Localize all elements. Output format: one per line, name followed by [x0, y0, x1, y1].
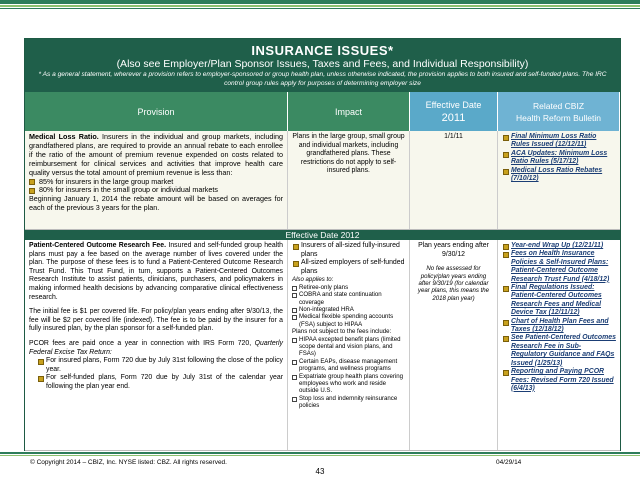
- list-item: HIPAA excepted benefit plans (limited scope dental and vision plans, and FSAs): [292, 336, 405, 358]
- list-item: Certain EAPs, disease management programs, and wellness programs: [292, 358, 405, 373]
- column-related-bulletin: Related CBIZ Health Reform Bulletin: [498, 92, 620, 131]
- provision-title: Medical Loss Ratio.: [29, 132, 99, 141]
- page-title: INSURANCE ISSUES*: [251, 43, 394, 58]
- related-bulletin-link[interactable]: Final Minimum Loss Ratio Rules Issued (12/12/11): [502, 133, 616, 150]
- column-headers: [25, 92, 620, 131]
- list-item: Stop loss and indemnity reinsurance policies: [292, 395, 405, 410]
- bottom-stripe-accent: [0, 455, 640, 456]
- related-bulletin-link[interactable]: Medical Loss Ratio Rebates (7/10/12): [502, 167, 616, 184]
- copyright: © Copyright 2014 – CBIZ, Inc. NYSE listed: CBZ. All rights reserved.: [30, 459, 227, 466]
- related-bulletin-link[interactable]: ACA Updates: Minimum Loss Ratio Rules (5/17/12): [502, 150, 616, 167]
- bullet-item: For self-funded plans, Form 720 due by July 31st of the calendar year following the plan year end.: [37, 374, 283, 391]
- bottom-stripe: [0, 452, 640, 454]
- list-item: Expatriate group health plans covering employees who work and reside outside U.S.: [292, 373, 405, 395]
- related-cell: [498, 240, 620, 450]
- related-bulletin-link[interactable]: Reporting and Paying PCOR Fees: Revised Form 720 Issued (6/4/13): [502, 368, 616, 393]
- footer-date: 04/29/14: [496, 459, 522, 466]
- bullet-item: 85% for insurers in the large group market: [29, 178, 283, 187]
- list-item: Medical flexible spending accounts (FSA) subject to HIPAA: [292, 313, 405, 328]
- table-row-medical-loss-ratio: [25, 131, 620, 230]
- page-subtitle: (Also see Employer/Plan Sponsor Issues, Taxes and Fees, and Individual Responsibility): [116, 58, 529, 70]
- effective-year: 2011: [441, 111, 466, 124]
- impact-cell: Plans in the large group, small group and individual markets, including grandfathered plans. These restrictions do not apply to self-insured plans.: [288, 131, 410, 229]
- provision-cell: Medical Loss Ratio. Insurers in the individual and group markets, including grandfathered plans, are required to provide an annual rebate to each enrollee if the ratio of the amount of premium revenue expended on costs related to reimbursement for clinical services and activities that improve health care quality versus the total amount of premium revenue is less than: 85% for insurers in the large group market 80% for insurers in the small group or individual markets Beginning January 1, 2014 the rebate amount will be based on averages for each of the previous 3 years for the plan.: [25, 131, 288, 229]
- table-row-pcor-fee: [25, 240, 620, 451]
- related-bulletin-link[interactable]: Final Regulations Issued: Patient-Centered Outcomes Research Fees and Medical Device Tax (12/11/12): [502, 284, 616, 318]
- bullet-item: 80% for insurers in the small group or individual markets: [29, 186, 283, 195]
- provision-cell: Patient-Centered Outcome Research Fee. Insured and self-funded group health plans must pay a fee based on the average number of lives covered under the plan. The purpose of these fees is to fund a Patient-Centered Outcome Research Trust Fund. This Trust Fund, in turn, supports a Patient-Centered Outcomes Research Institute to assist patients, clinicians, purchasers, and policymakers in making informed health decisions by advancing comparative clinical effectiveness research. The initial fee is $1 per covered life. For policy/plan years ending after 9/30/13, the fee will be $2 per covered life (indexed). The fee is to be paid by the insurer for a fully insured plan, by the plan sponsor for a self-funded plan. PCOR fees are paid once a year in connection with IRS Form 720, Quarterly Federal Excise Tax Return: For insured plans, Form 720 due by July 31st following the close of the policy year. For self-funded plans, Form 720 due by July 31st of the calendar year following the plan year end.: [25, 240, 288, 450]
- page-number: 43: [315, 467, 325, 476]
- related-bulletin-link[interactable]: Year-end Wrap Up (12/21/11): [502, 242, 616, 250]
- table-header: [25, 39, 620, 92]
- bullet-icon: [29, 179, 35, 185]
- related-bulletin-link[interactable]: Chart of Health Plan Fees and Taxes (12/18/12): [502, 318, 616, 335]
- column-effective-date: Effective Date 2011: [410, 92, 498, 131]
- column-provision: Provision: [25, 92, 288, 131]
- bullet-item: Insurers of all-sized fully-insured plans: [292, 242, 405, 259]
- provision-title: Patient-Centered Outcome Research Fee.: [29, 242, 167, 249]
- date-cell: 1/1/11: [410, 131, 498, 229]
- list-item: Non-integrated HRA: [292, 306, 405, 313]
- list-item: COBRA and state continuation coverage: [292, 291, 405, 306]
- insurance-issues-table: [24, 38, 621, 451]
- top-stripe-accent: [0, 5, 640, 7]
- effective-date-band: Effective Date 2012: [25, 230, 620, 240]
- impact-cell: Insurers of all-sized fully-insured plans All-sized employers of self-funded plans Also applies to: Retiree-only plans COBRA and state continuation coverage Non-integrated HRA Medical flexible spending accounts (FSA) subject to HIPAA Plans not subject to the fees include: HIPAA excepted benefit plans (limited scope dental and vision plans, and FSAs) Certain EAPs, disease management programs, and wellness programs Expatriate group health plans covering employees who work and reside outside U.S. Stop loss and indemnity reinsurance policies: [288, 240, 410, 450]
- bullet-item: All-sized employers of self-funded plans: [292, 259, 405, 276]
- bullet-icon: [29, 188, 35, 194]
- top-stripe-thin: [0, 8, 640, 9]
- list-item: Retiree-only plans: [292, 284, 405, 291]
- bullet-item: For insured plans, Form 720 due by July 31st following the close of the policy year.: [37, 357, 283, 374]
- related-bulletin-link[interactable]: Fees on Health Insurance Policies & Self-Insured Plans: Patient-Centered Outcome Research Trust Fund (4/18/12): [502, 250, 616, 284]
- related-cell: [498, 131, 620, 229]
- date-cell: Plan years ending after 9/30/12 No fee assessed for policy/plan years ending after 9/30/19 (for calendar year plans, this means the 2018 plan year): [410, 240, 498, 450]
- header-note: * As a general statement, wherever a provision refers to employer-sponsored or group health plan, unless otherwise indicated, the provision applies to both insured and self-funded plans. The IRC control group rules apply for purposes of determining employer size: [38, 71, 607, 87]
- column-impact: Impact: [288, 92, 410, 131]
- related-bulletin-link[interactable]: See Patient-Centered Outcomes Research Fee in Sub-Regulatory Guidance and FAQs Issued (1/25/13): [502, 334, 616, 368]
- top-stripe: [0, 0, 640, 4]
